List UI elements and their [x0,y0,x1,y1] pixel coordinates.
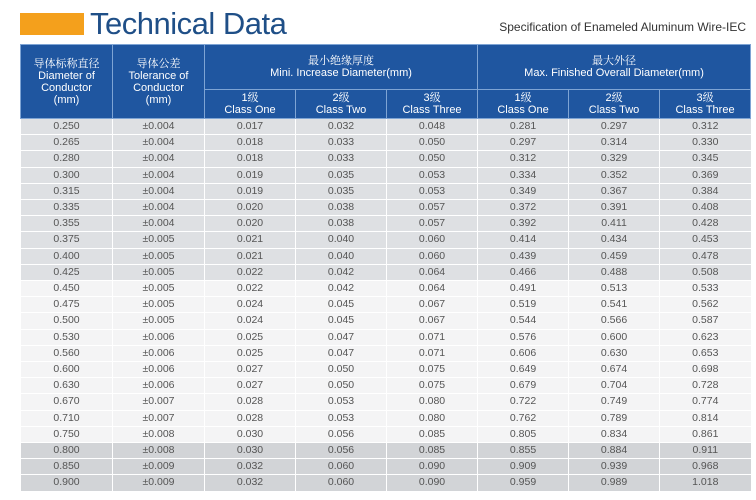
max-class-three-cell: 0.508 [660,264,751,280]
max-class-one-cell: 0.281 [478,119,569,135]
table-row [21,183,751,199]
tolerance-cell: ±0.004 [113,183,205,199]
table-row [21,394,751,410]
tolerance-cell: ±0.007 [113,394,205,410]
max-class-three-cell: 0.562 [660,297,751,313]
min-class-two-cell: 0.040 [296,232,387,248]
max-class-two-cell: 0.674 [569,362,660,378]
diameter-cell: 0.600 [21,362,113,378]
header-max-class-three [660,90,751,119]
table-row [21,443,751,459]
table-row [21,119,751,135]
table-row [21,426,751,442]
max-class-one-cell: 0.414 [478,232,569,248]
max-class-two-cell: 0.352 [569,167,660,183]
class-three-cn: 3级 [696,92,714,104]
header-min-class-two [296,90,387,119]
tolerance-cell: ±0.005 [113,281,205,297]
max-class-one-cell: 0.334 [478,167,569,183]
table-row [21,459,751,475]
min-class-one-cell: 0.020 [205,216,296,232]
header-min-increase-en: Mini. Increase Diameter(mm) [270,67,412,79]
max-class-two-cell: 0.488 [569,264,660,280]
tolerance-cell: ±0.004 [113,119,205,135]
min-class-one-cell: 0.032 [205,475,296,491]
diameter-cell: 0.355 [21,216,113,232]
header-max-overall [478,45,751,90]
min-class-three-cell: 0.057 [387,200,478,216]
page-header [0,0,756,44]
max-class-two-cell: 0.566 [569,313,660,329]
tolerance-cell: ±0.006 [113,362,205,378]
min-class-two-cell: 0.060 [296,459,387,475]
min-class-three-cell: 0.053 [387,183,478,199]
diameter-cell: 0.630 [21,378,113,394]
min-class-three-cell: 0.060 [387,248,478,264]
class-three-cn: 3级 [423,92,441,104]
max-class-two-cell: 0.884 [569,443,660,459]
tolerance-cell: ±0.006 [113,329,205,345]
diameter-cell: 0.670 [21,394,113,410]
header-diameter-en: Diameter of Conductor [38,69,95,94]
min-class-one-cell: 0.020 [205,200,296,216]
min-class-two-cell: 0.047 [296,345,387,361]
header-tolerance-cn: 导体公差 [136,57,181,70]
tolerance-cell: ±0.009 [113,475,205,491]
min-class-three-cell: 0.075 [387,378,478,394]
max-class-three-cell: 0.330 [660,135,751,151]
min-class-two-cell: 0.056 [296,426,387,442]
min-class-two-cell: 0.050 [296,362,387,378]
min-class-two-cell: 0.035 [296,167,387,183]
min-class-three-cell: 0.071 [387,329,478,345]
max-class-three-cell: 0.968 [660,459,751,475]
max-class-three-cell: 0.623 [660,329,751,345]
table-row [21,248,751,264]
min-class-three-cell: 0.064 [387,264,478,280]
diameter-cell: 0.265 [21,135,113,151]
min-class-three-cell: 0.090 [387,459,478,475]
tolerance-cell: ±0.006 [113,345,205,361]
tolerance-cell: ±0.006 [113,378,205,394]
max-class-three-cell: 0.312 [660,119,751,135]
max-class-two-cell: 0.600 [569,329,660,345]
diameter-cell: 0.800 [21,443,113,459]
tolerance-cell: ±0.004 [113,135,205,151]
min-class-one-cell: 0.017 [205,119,296,135]
max-class-three-cell: 0.861 [660,426,751,442]
max-class-three-cell: 0.384 [660,183,751,199]
max-class-one-cell: 0.491 [478,281,569,297]
diameter-cell: 0.425 [21,264,113,280]
max-class-three-cell: 0.814 [660,410,751,426]
max-class-two-cell: 0.411 [569,216,660,232]
class-one-en: Class One [497,104,549,116]
max-class-one-cell: 0.855 [478,443,569,459]
max-class-two-cell: 0.434 [569,232,660,248]
diameter-cell: 0.375 [21,232,113,248]
min-class-three-cell: 0.080 [387,394,478,410]
class-three-en: Class Three [675,104,735,116]
max-class-three-cell: 0.587 [660,313,751,329]
max-class-one-cell: 0.679 [478,378,569,394]
min-class-one-cell: 0.022 [205,264,296,280]
min-class-one-cell: 0.028 [205,410,296,426]
min-class-three-cell: 0.067 [387,297,478,313]
max-class-two-cell: 0.939 [569,459,660,475]
min-class-three-cell: 0.057 [387,216,478,232]
class-one-en: Class One [224,104,276,116]
min-class-three-cell: 0.080 [387,410,478,426]
max-class-one-cell: 0.805 [478,426,569,442]
table-row [21,281,751,297]
min-class-two-cell: 0.060 [296,475,387,491]
diameter-cell: 0.750 [21,426,113,442]
max-class-three-cell: 0.478 [660,248,751,264]
min-class-three-cell: 0.071 [387,345,478,361]
max-class-three-cell: 0.698 [660,362,751,378]
table-row [21,264,751,280]
min-class-three-cell: 0.090 [387,475,478,491]
tolerance-cell: ±0.004 [113,167,205,183]
table-row [21,200,751,216]
diameter-cell: 0.400 [21,248,113,264]
class-three-en: Class Three [402,104,462,116]
table-row [21,362,751,378]
max-class-two-cell: 0.834 [569,426,660,442]
min-class-three-cell: 0.064 [387,281,478,297]
tolerance-cell: ±0.005 [113,313,205,329]
diameter-cell: 0.315 [21,183,113,199]
min-class-three-cell: 0.053 [387,167,478,183]
diameter-cell: 0.335 [21,200,113,216]
accent-bar [20,13,84,35]
min-class-one-cell: 0.021 [205,248,296,264]
tolerance-cell: ±0.005 [113,248,205,264]
spec-table-body [21,119,751,492]
spec-table-container [20,44,750,492]
max-class-one-cell: 0.576 [478,329,569,345]
max-class-three-cell: 0.369 [660,167,751,183]
max-class-one-cell: 0.519 [478,297,569,313]
max-class-one-cell: 0.312 [478,151,569,167]
header-max-class-one [478,90,569,119]
max-class-one-cell: 0.349 [478,183,569,199]
min-class-three-cell: 0.050 [387,151,478,167]
min-class-two-cell: 0.032 [296,119,387,135]
min-class-two-cell: 0.056 [296,443,387,459]
diameter-cell: 0.560 [21,345,113,361]
max-class-one-cell: 0.544 [478,313,569,329]
min-class-three-cell: 0.048 [387,119,478,135]
table-row [21,167,751,183]
class-two-en: Class Two [315,104,367,116]
diameter-cell: 0.530 [21,329,113,345]
tolerance-cell: ±0.004 [113,216,205,232]
max-class-three-cell: 0.653 [660,345,751,361]
max-class-one-cell: 0.762 [478,410,569,426]
min-class-three-cell: 0.085 [387,443,478,459]
min-class-two-cell: 0.047 [296,329,387,345]
diameter-cell: 0.900 [21,475,113,491]
page-title: Technical Data [90,6,287,41]
table-row [21,410,751,426]
min-class-two-cell: 0.035 [296,183,387,199]
max-class-three-cell: 0.345 [660,151,751,167]
max-class-two-cell: 0.704 [569,378,660,394]
min-class-two-cell: 0.038 [296,216,387,232]
max-class-two-cell: 0.367 [569,183,660,199]
header-min-increase-cn: 最小绝缘厚度 [308,55,375,67]
max-class-three-cell: 0.428 [660,216,751,232]
max-class-two-cell: 0.329 [569,151,660,167]
header-min-increase [205,45,478,90]
min-class-one-cell: 0.025 [205,329,296,345]
tolerance-cell: ±0.007 [113,410,205,426]
max-class-two-cell: 0.314 [569,135,660,151]
class-two-en: Class Two [588,104,640,116]
max-class-three-cell: 1.018 [660,475,751,491]
table-row [21,216,751,232]
max-class-one-cell: 0.722 [478,394,569,410]
min-class-two-cell: 0.045 [296,297,387,313]
diameter-cell: 0.450 [21,281,113,297]
max-class-two-cell: 0.459 [569,248,660,264]
diameter-cell: 0.475 [21,297,113,313]
max-class-two-cell: 0.513 [569,281,660,297]
min-class-two-cell: 0.040 [296,248,387,264]
max-class-three-cell: 0.453 [660,232,751,248]
header-min-class-one [205,90,296,119]
min-class-one-cell: 0.024 [205,313,296,329]
table-row [21,313,751,329]
tolerance-cell: ±0.005 [113,232,205,248]
max-class-three-cell: 0.728 [660,378,751,394]
min-class-one-cell: 0.018 [205,135,296,151]
header-min-class-three [387,90,478,119]
header-diameter [21,45,113,119]
min-class-two-cell: 0.033 [296,151,387,167]
min-class-one-cell: 0.018 [205,151,296,167]
diameter-cell: 0.710 [21,410,113,426]
table-row [21,297,751,313]
max-class-one-cell: 0.959 [478,475,569,491]
min-class-one-cell: 0.022 [205,281,296,297]
table-row [21,135,751,151]
max-class-one-cell: 0.466 [478,264,569,280]
max-class-two-cell: 0.630 [569,345,660,361]
max-class-three-cell: 0.774 [660,394,751,410]
max-class-three-cell: 0.911 [660,443,751,459]
class-two-cn: 2级 [605,92,623,104]
tolerance-cell: ±0.005 [113,264,205,280]
min-class-one-cell: 0.032 [205,459,296,475]
header-max-class-two [569,90,660,119]
max-class-two-cell: 0.297 [569,119,660,135]
max-class-one-cell: 0.606 [478,345,569,361]
min-class-two-cell: 0.042 [296,264,387,280]
header-tolerance-en: Tolerance of Conductor [128,69,189,94]
diameter-cell: 0.300 [21,167,113,183]
min-class-three-cell: 0.050 [387,135,478,151]
class-one-cn: 1级 [514,92,532,104]
max-class-two-cell: 0.391 [569,200,660,216]
min-class-one-cell: 0.030 [205,443,296,459]
page-subtitle: Specification of Enameled Aluminum Wire-IEC [499,20,746,34]
min-class-two-cell: 0.053 [296,394,387,410]
header-tolerance-unit: (mm) [145,93,172,106]
max-class-one-cell: 0.909 [478,459,569,475]
tolerance-cell: ±0.008 [113,443,205,459]
min-class-one-cell: 0.027 [205,378,296,394]
min-class-one-cell: 0.030 [205,426,296,442]
diameter-cell: 0.500 [21,313,113,329]
max-class-one-cell: 0.392 [478,216,569,232]
max-class-two-cell: 0.749 [569,394,660,410]
header-max-overall-cn: 最大外径 [592,55,637,67]
min-class-two-cell: 0.042 [296,281,387,297]
min-class-two-cell: 0.045 [296,313,387,329]
diameter-cell: 0.280 [21,151,113,167]
max-class-three-cell: 0.408 [660,200,751,216]
table-row [21,329,751,345]
min-class-one-cell: 0.025 [205,345,296,361]
table-row [21,151,751,167]
table-row [21,232,751,248]
table-row [21,475,751,491]
max-class-two-cell: 0.789 [569,410,660,426]
class-two-cn: 2级 [332,92,350,104]
diameter-cell: 0.850 [21,459,113,475]
min-class-three-cell: 0.085 [387,426,478,442]
min-class-one-cell: 0.019 [205,167,296,183]
tolerance-cell: ±0.004 [113,200,205,216]
spec-table [20,44,751,492]
min-class-three-cell: 0.060 [387,232,478,248]
min-class-one-cell: 0.028 [205,394,296,410]
max-class-one-cell: 0.649 [478,362,569,378]
min-class-two-cell: 0.053 [296,410,387,426]
header-tolerance [113,45,205,119]
header-diameter-unit: (mm) [53,93,80,106]
max-class-one-cell: 0.372 [478,200,569,216]
class-one-cn: 1级 [241,92,259,104]
table-row [21,345,751,361]
max-class-one-cell: 0.439 [478,248,569,264]
max-class-two-cell: 0.989 [569,475,660,491]
min-class-three-cell: 0.067 [387,313,478,329]
tolerance-cell: ±0.009 [113,459,205,475]
max-class-one-cell: 0.297 [478,135,569,151]
min-class-two-cell: 0.038 [296,200,387,216]
max-class-two-cell: 0.541 [569,297,660,313]
header-max-overall-en: Max. Finished Overall Diameter(mm) [524,67,704,79]
min-class-two-cell: 0.050 [296,378,387,394]
table-row [21,378,751,394]
header-diameter-cn: 导体标称直径 [33,57,100,70]
min-class-one-cell: 0.019 [205,183,296,199]
min-class-two-cell: 0.033 [296,135,387,151]
min-class-one-cell: 0.024 [205,297,296,313]
tolerance-cell: ±0.008 [113,426,205,442]
max-class-three-cell: 0.533 [660,281,751,297]
diameter-cell: 0.250 [21,119,113,135]
min-class-one-cell: 0.027 [205,362,296,378]
min-class-three-cell: 0.075 [387,362,478,378]
min-class-one-cell: 0.021 [205,232,296,248]
tolerance-cell: ±0.005 [113,297,205,313]
tolerance-cell: ±0.004 [113,151,205,167]
